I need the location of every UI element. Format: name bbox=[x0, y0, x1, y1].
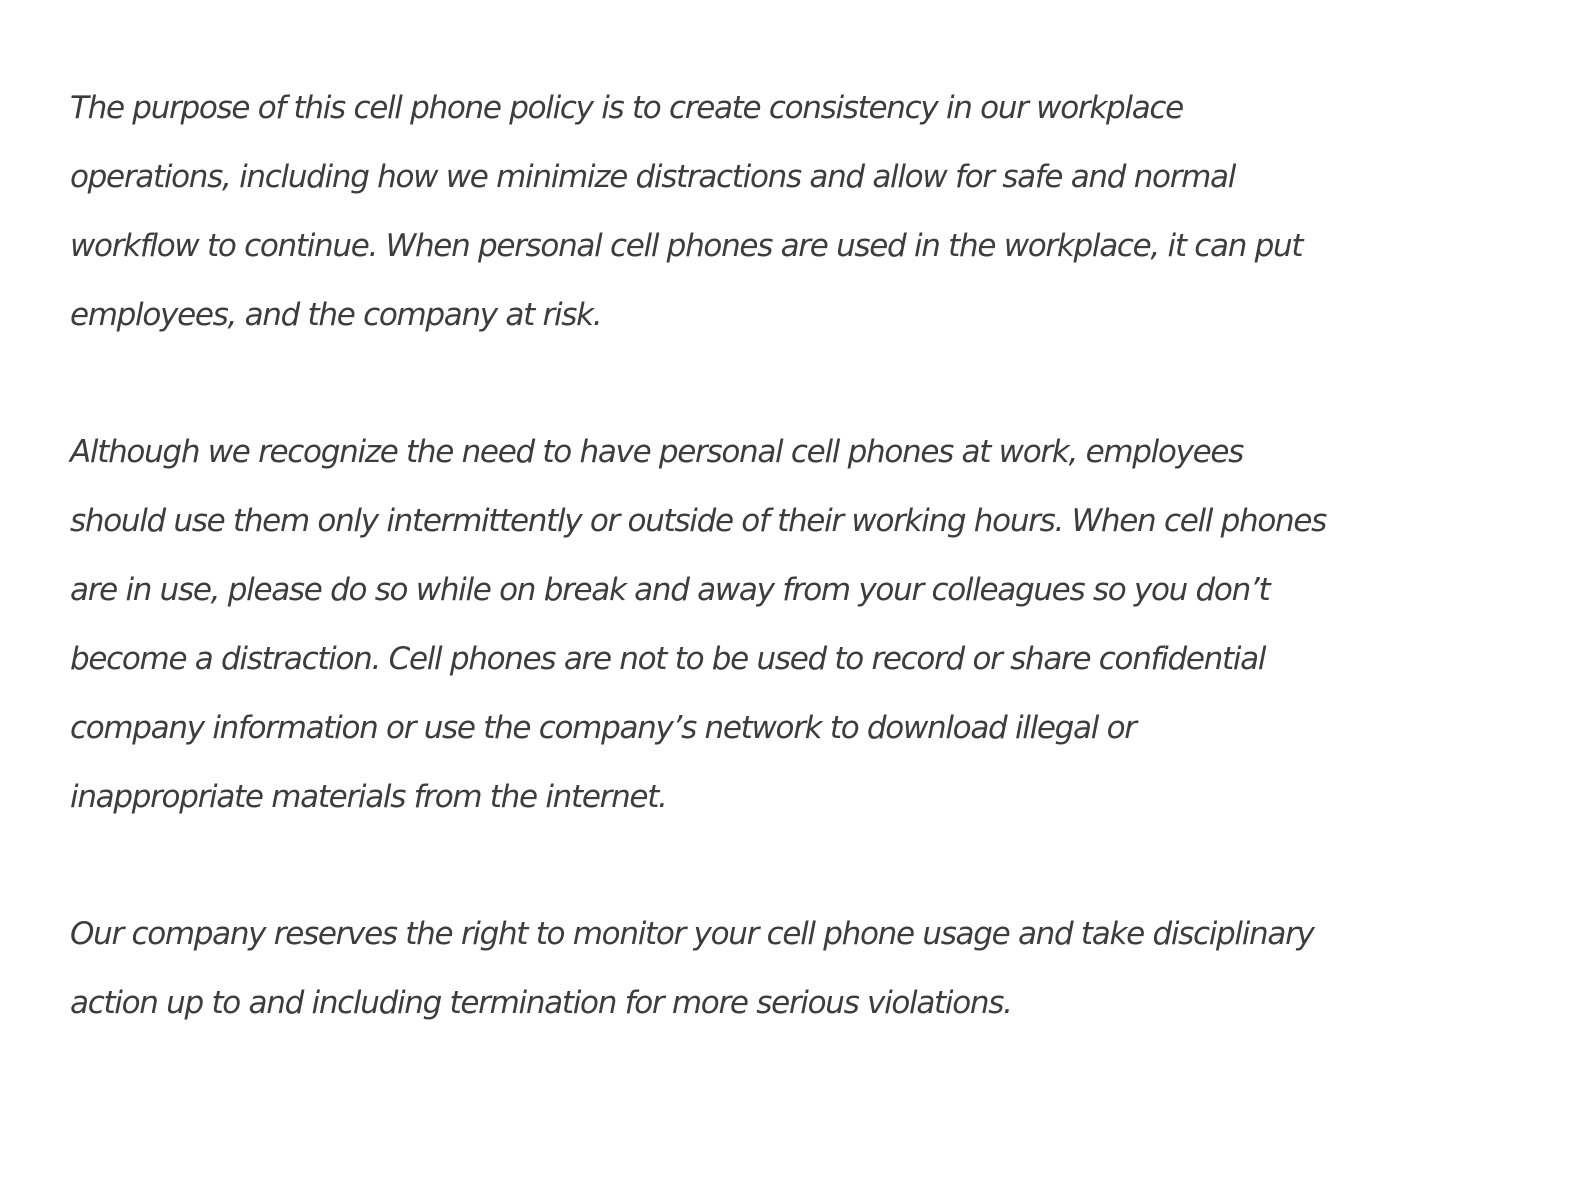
text-line: Our company reserves the right to monitor your cell phone usage and take disciplinary bbox=[70, 916, 1314, 952]
paragraph-spacer bbox=[70, 350, 1530, 418]
text-line: inappropriate materials from the internet. bbox=[70, 779, 667, 815]
text-line: operations, including how we minimize distractions and allow for safe and normal bbox=[70, 159, 1236, 195]
paragraph-spacer bbox=[70, 832, 1530, 900]
text-line: are in use, please do so while on break and away from your colleagues so you don’t bbox=[70, 572, 1270, 608]
text-line: Although we recognize the need to have personal cell phones at work, employees bbox=[70, 434, 1244, 470]
text-line: The purpose of this cell phone policy is to create consistency in our workplace bbox=[70, 90, 1183, 126]
purpose-paragraph bbox=[70, 74, 1530, 350]
monitoring-paragraph bbox=[70, 900, 1530, 1038]
usage-paragraph bbox=[70, 418, 1530, 832]
text-line: should use them only intermittently or outside of their working hours. When cell phones bbox=[70, 503, 1327, 539]
text-line: employees, and the company at risk. bbox=[70, 297, 602, 333]
text-line: action up to and including termination for more serious violations. bbox=[70, 985, 1012, 1021]
text-line: become a distraction. Cell phones are not to be used to record or share confidential bbox=[70, 641, 1266, 677]
text-line: company information or use the company’s network to download illegal or bbox=[70, 710, 1136, 746]
policy-document bbox=[70, 74, 1530, 1038]
text-line: workflow to continue. When personal cell phones are used in the workplace, it can put bbox=[70, 228, 1303, 264]
